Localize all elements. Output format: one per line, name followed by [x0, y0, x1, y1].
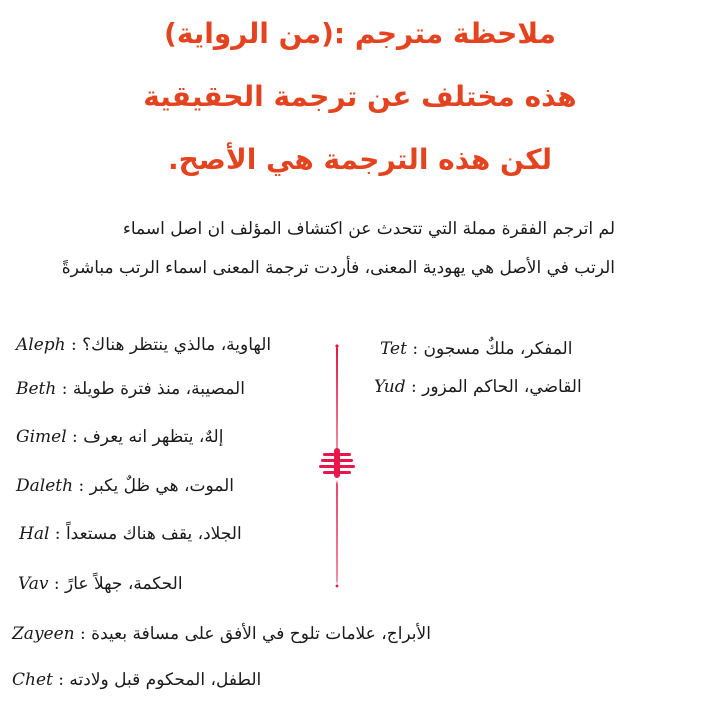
rank-name: Vav [18, 574, 49, 594]
rank-entry-beth: المصيبة، منذ فترة طويلة : Beth [16, 379, 245, 399]
rank-meaning: الحكمة، جهلاً عارً [65, 574, 183, 594]
rank-meaning: إلهٌ، يتظهر انه يعرف [83, 427, 224, 447]
rank-name: Hal [19, 524, 50, 544]
intro-line-2: الرتب في الأصل هي يهودية المعنى، فأردت ترجمة المعنى اسماء الرتب مباشرةً [61, 258, 615, 278]
rank-entry-gimel: إلهٌ، يتظهر انه يعرف : Gimel [16, 427, 224, 447]
rank-entry-hal: الجلاد، يقف هناك مستعداً : Hal [19, 524, 242, 544]
rank-meaning: الموت، هي ظلٌ يكبر [89, 476, 234, 496]
rank-name: Beth [16, 379, 57, 399]
rank-entry-daleth: الموت، هي ظلٌ يكبر : Daleth [16, 476, 234, 496]
rank-entry-tet: المفكر، ملكٌ مسجون : Tet [380, 339, 573, 359]
intro-line-1: لم اترجم الفقرة مملة التي تتحدث عن اكتشاف المؤلف ان اصل اسماء [122, 219, 615, 239]
rank-meaning: القاضي، الحاكم المزور [422, 377, 582, 397]
rank-name: Yud [374, 377, 406, 397]
rank-meaning: الجلاد، يقف هناك مستعداً [65, 524, 242, 544]
rank-entry-yud: القاضي، الحاكم المزور : Yud [374, 377, 582, 397]
rank-meaning: الهاوية، مالذي ينتظر هناك؟ [82, 335, 272, 355]
rank-entry-chet: الطفل، المحكوم قبل ولادته : Chet [12, 670, 262, 690]
rank-meaning: المفكر، ملكٌ مسجون [423, 339, 573, 359]
rank-name: Zayeen [12, 624, 75, 644]
rank-meaning: المصيبة، منذ فترة طويلة [72, 379, 245, 399]
rank-name: Aleph [16, 335, 66, 355]
ornamental-divider [317, 340, 357, 590]
rank-name: Daleth [16, 476, 74, 496]
note-heading-line-1: ملاحظة مترجم :(من الرواية) [164, 17, 556, 50]
rank-entry-aleph: الهاوية، مالذي ينتظر هناك؟ : Aleph [16, 335, 272, 355]
rank-entry-zayeen: الأبراج، علامات تلوح في الأفق على مسافة بعيدة : Zayeen [12, 624, 431, 644]
note-heading-line-2: هذه مختلف عن ترجمة الحقيقية [143, 80, 577, 113]
rank-name: Gimel [16, 427, 67, 447]
rank-name: Chet [12, 670, 53, 690]
rank-entry-vav: الحكمة، جهلاً عارً : Vav [18, 574, 183, 594]
divider-ornament [319, 448, 355, 478]
rank-name: Tet [380, 339, 407, 359]
rank-meaning: الطفل، المحكوم قبل ولادته [69, 670, 262, 690]
note-heading-line-3: لكن هذه الترجمة هي الأصح. [167, 143, 553, 176]
rank-meaning: الأبراج، علامات تلوح في الأفق على مسافة بعيدة [91, 624, 431, 644]
